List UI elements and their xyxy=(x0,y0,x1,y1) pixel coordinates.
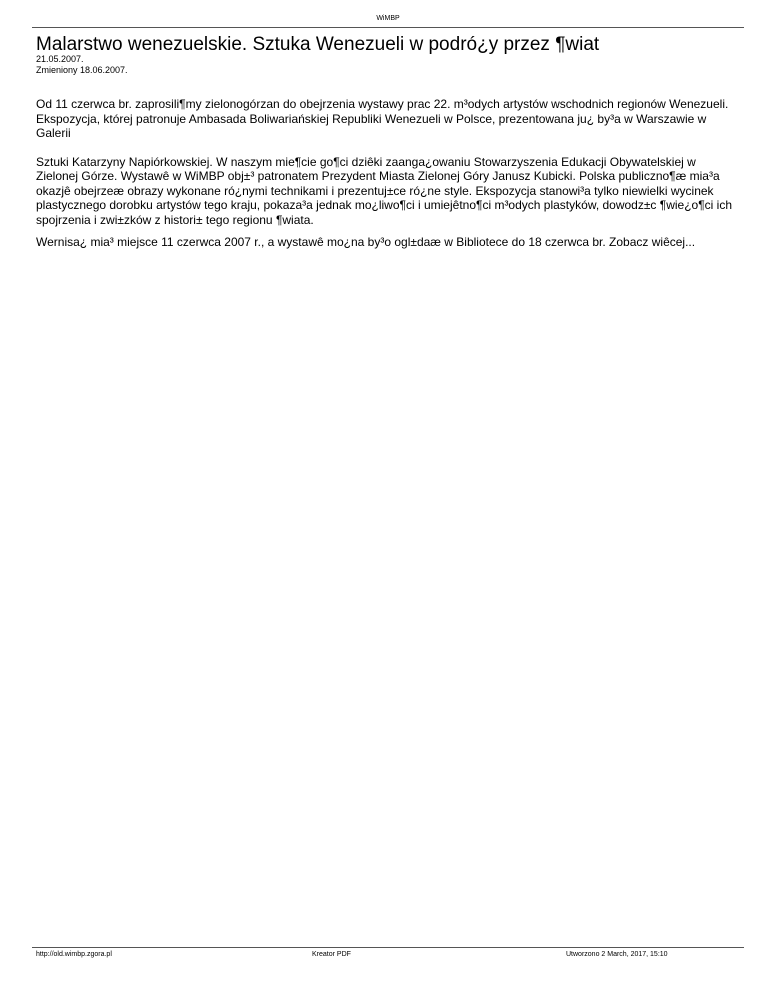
article-paragraph: Wernisa¿ mia³ miejsce 11 czerwca 2007 r., a wystawê mo¿na by³o ogl±daæ w Bibliotece do 18 czerwca br. Zobacz wiêcej... xyxy=(36,235,696,249)
article-paragraph: Od 11 czerwca br. zaprosili¶my zielonogórzan do obejrzenia wystawy prac 22. m³odych artystów wschodnich regionów Wenezueli. Ekspozycja, której patronuje Ambasada Boliwariańskiej Republiki Wenezueli w Polsce, prezentowana ju¿ by³a w Warszawie w Galerii xyxy=(36,97,729,140)
footer-divider xyxy=(32,947,744,948)
article-modified-date: Zmieniony 18.06.2007. xyxy=(36,65,128,75)
header-divider xyxy=(32,27,744,28)
article-paragraph: Sztuki Katarzyny Napiórkowskiej. W naszym mie¶cie go¶ci dziêki zaanga¿owaniu Stowarzyszenia Edukacji Obywatelskiej w Zielonej Górze. Wystawê w WiMBP obj±³ patronatem Prezydent Miasta Zielonej Góry Janusz Kubicki. Polska publiczno¶æ mia³a okazjê obejrzeæ obrazy wykonane ró¿nymi technikami i prezentuj±ce ró¿ne style. Ekspozycja stanowi³a tylko niewielki wycinek plastycznego dorobku artystów tego kraju, pokaza³a jednak mo¿liwo¶ci i umiejêtno¶ci m³odych plastyków, dowodz±c ¶wie¿o¶ci ich spojrzenia i zwi±zków z histori± tego regionu ¶wiata. xyxy=(36,154,733,227)
article-title: Malarstwo wenezuelskie. Sztuka Wenezueli w podró¿y przez ¶wiat xyxy=(36,34,600,55)
article-date: 21.05.2007. xyxy=(36,54,84,64)
article-body xyxy=(36,97,736,264)
page-header-site-name: WiMBP xyxy=(376,15,400,22)
footer-generator: Kreator PDF xyxy=(312,951,351,958)
footer-url: http://old.wimbp.zgora.pl xyxy=(36,951,112,958)
footer-created-date: Utworzono 2 March, 2017, 15:10 xyxy=(566,951,668,958)
